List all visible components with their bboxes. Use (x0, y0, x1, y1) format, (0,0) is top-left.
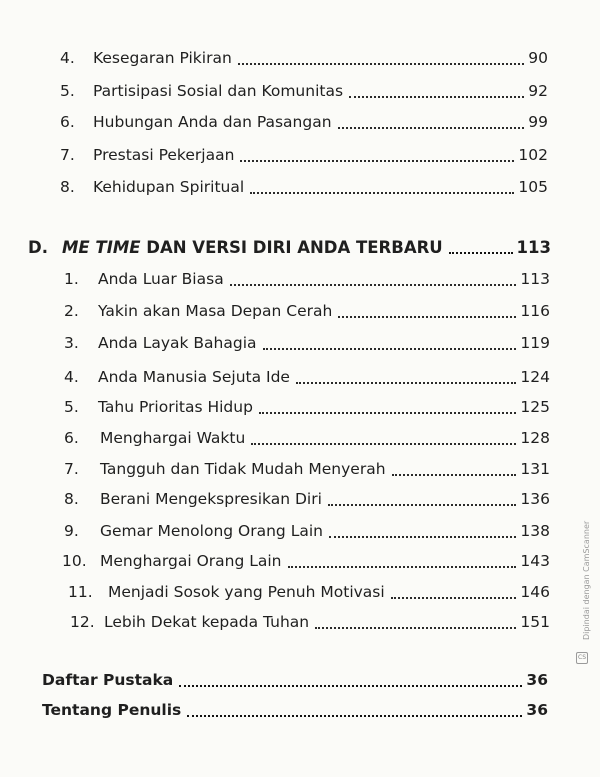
entry-number: 10. (62, 552, 87, 570)
entry-page: 124 (520, 368, 550, 386)
entry-page: 131 (520, 460, 550, 478)
dot-leader (187, 714, 522, 717)
entry-page: 105 (518, 178, 548, 196)
section-title-italic: ME TIME (62, 238, 141, 257)
entry-number: 3. (64, 334, 79, 352)
entry-title: Kesegaran Pikiran (93, 49, 232, 67)
entry-title: Daftar Pustaka (42, 671, 174, 689)
section-title-rest: DAN VERSI DIRI ANDA TERBARU (140, 238, 443, 257)
entry-page: 146 (520, 583, 550, 601)
toc-entry (64, 398, 550, 416)
entry-number: 12. (70, 613, 95, 631)
entry-number: 8. (60, 178, 75, 196)
dot-leader (288, 565, 517, 568)
dot-leader (391, 596, 517, 599)
entry-page: 138 (520, 522, 550, 540)
entry-page: 125 (520, 398, 550, 416)
entry-page: 143 (520, 552, 550, 570)
entry-title: Menghargai Waktu (100, 429, 246, 447)
entry-title: Menjadi Sosok yang Penuh Motivasi (108, 583, 385, 601)
entry-title: Tangguh dan Tidak Mudah Menyerah (100, 460, 386, 478)
entry-number: 6. (64, 429, 79, 447)
entry-page: 113 (520, 270, 550, 288)
toc-entry (64, 334, 550, 352)
dot-leader (296, 381, 516, 384)
scanner-watermark: Dipindai dengan CamScanner (582, 520, 591, 640)
entry-number: 4. (60, 49, 75, 67)
entry-title: Kehidupan Spiritual (93, 178, 245, 196)
entry-number: 5. (64, 398, 79, 416)
toc-entry (60, 49, 548, 67)
dot-leader (392, 473, 517, 476)
entry-number: 7. (64, 460, 79, 478)
dot-leader (238, 62, 524, 65)
entry-number: 4. (64, 368, 79, 386)
entry-title: Anda Luar Biasa (98, 270, 224, 288)
toc-entry (64, 429, 550, 447)
toc-backmatter-entry (42, 701, 548, 719)
toc-entry (64, 368, 550, 386)
dot-leader (259, 411, 516, 414)
entry-title: Prestasi Pekerjaan (93, 146, 235, 164)
dot-leader (263, 347, 517, 350)
toc-entry (64, 460, 550, 478)
entry-page: 92 (528, 82, 548, 100)
entry-number: 1. (64, 270, 79, 288)
entry-title: Anda Manusia Sejuta Ide (98, 368, 290, 386)
dot-leader (179, 684, 522, 687)
toc-entry (70, 613, 550, 631)
toc-entry (64, 270, 550, 288)
entry-page: 36 (526, 701, 548, 719)
entry-page: 128 (520, 429, 550, 447)
dot-leader (315, 626, 516, 629)
entry-page: 151 (520, 613, 550, 631)
dot-leader (240, 159, 514, 162)
toc-entry (60, 82, 548, 100)
camscanner-logo-icon: CS (576, 652, 588, 664)
section-heading (28, 238, 551, 257)
entry-number: 2. (64, 302, 79, 320)
toc-entry (62, 552, 550, 570)
entry-number: 6. (60, 113, 75, 131)
entry-title: Tentang Penulis (42, 701, 182, 719)
dot-leader (250, 191, 514, 194)
entry-page: 116 (520, 302, 550, 320)
section-letter: D. (28, 238, 48, 257)
dot-leader (329, 535, 516, 538)
dot-leader (230, 283, 517, 286)
entry-number: 11. (68, 583, 93, 601)
entry-title: Anda Layak Bahagia (98, 334, 257, 352)
entry-title: Lebih Dekat kepada Tuhan (104, 613, 310, 631)
dot-leader (449, 251, 513, 254)
entry-title: Partisipasi Sosial dan Komunitas (93, 82, 344, 100)
entry-title: Hubungan Anda dan Pasangan (93, 113, 332, 131)
dot-leader (349, 95, 524, 98)
toc-backmatter-entry (42, 671, 548, 689)
section-page: 113 (516, 238, 551, 257)
toc-entry (68, 583, 550, 601)
dot-leader (328, 503, 516, 506)
section-title (62, 238, 443, 257)
toc-entry (64, 302, 550, 320)
toc-entry (64, 490, 550, 508)
entry-title: Berani Mengekspresikan Diri (100, 490, 322, 508)
entry-page: 90 (528, 49, 548, 67)
dot-leader (338, 315, 516, 318)
toc-entry (60, 113, 548, 131)
entry-number: 9. (64, 522, 79, 540)
toc-entry (60, 146, 548, 164)
entry-title: Yakin akan Masa Depan Cerah (98, 302, 333, 320)
entry-number: 7. (60, 146, 75, 164)
entry-title: Gemar Menolong Orang Lain (100, 522, 323, 540)
entry-page: 99 (528, 113, 548, 131)
entry-page: 119 (520, 334, 550, 352)
entry-number: 5. (60, 82, 75, 100)
dot-leader (338, 126, 525, 129)
entry-number: 8. (64, 490, 79, 508)
toc-entry (60, 178, 548, 196)
dot-leader (251, 442, 516, 445)
entry-page: 136 (520, 490, 550, 508)
entry-title: Menghargai Orang Lain (100, 552, 282, 570)
toc-entry (64, 522, 550, 540)
entry-title: Tahu Prioritas Hidup (98, 398, 253, 416)
entry-page: 36 (526, 671, 548, 689)
entry-page: 102 (518, 146, 548, 164)
